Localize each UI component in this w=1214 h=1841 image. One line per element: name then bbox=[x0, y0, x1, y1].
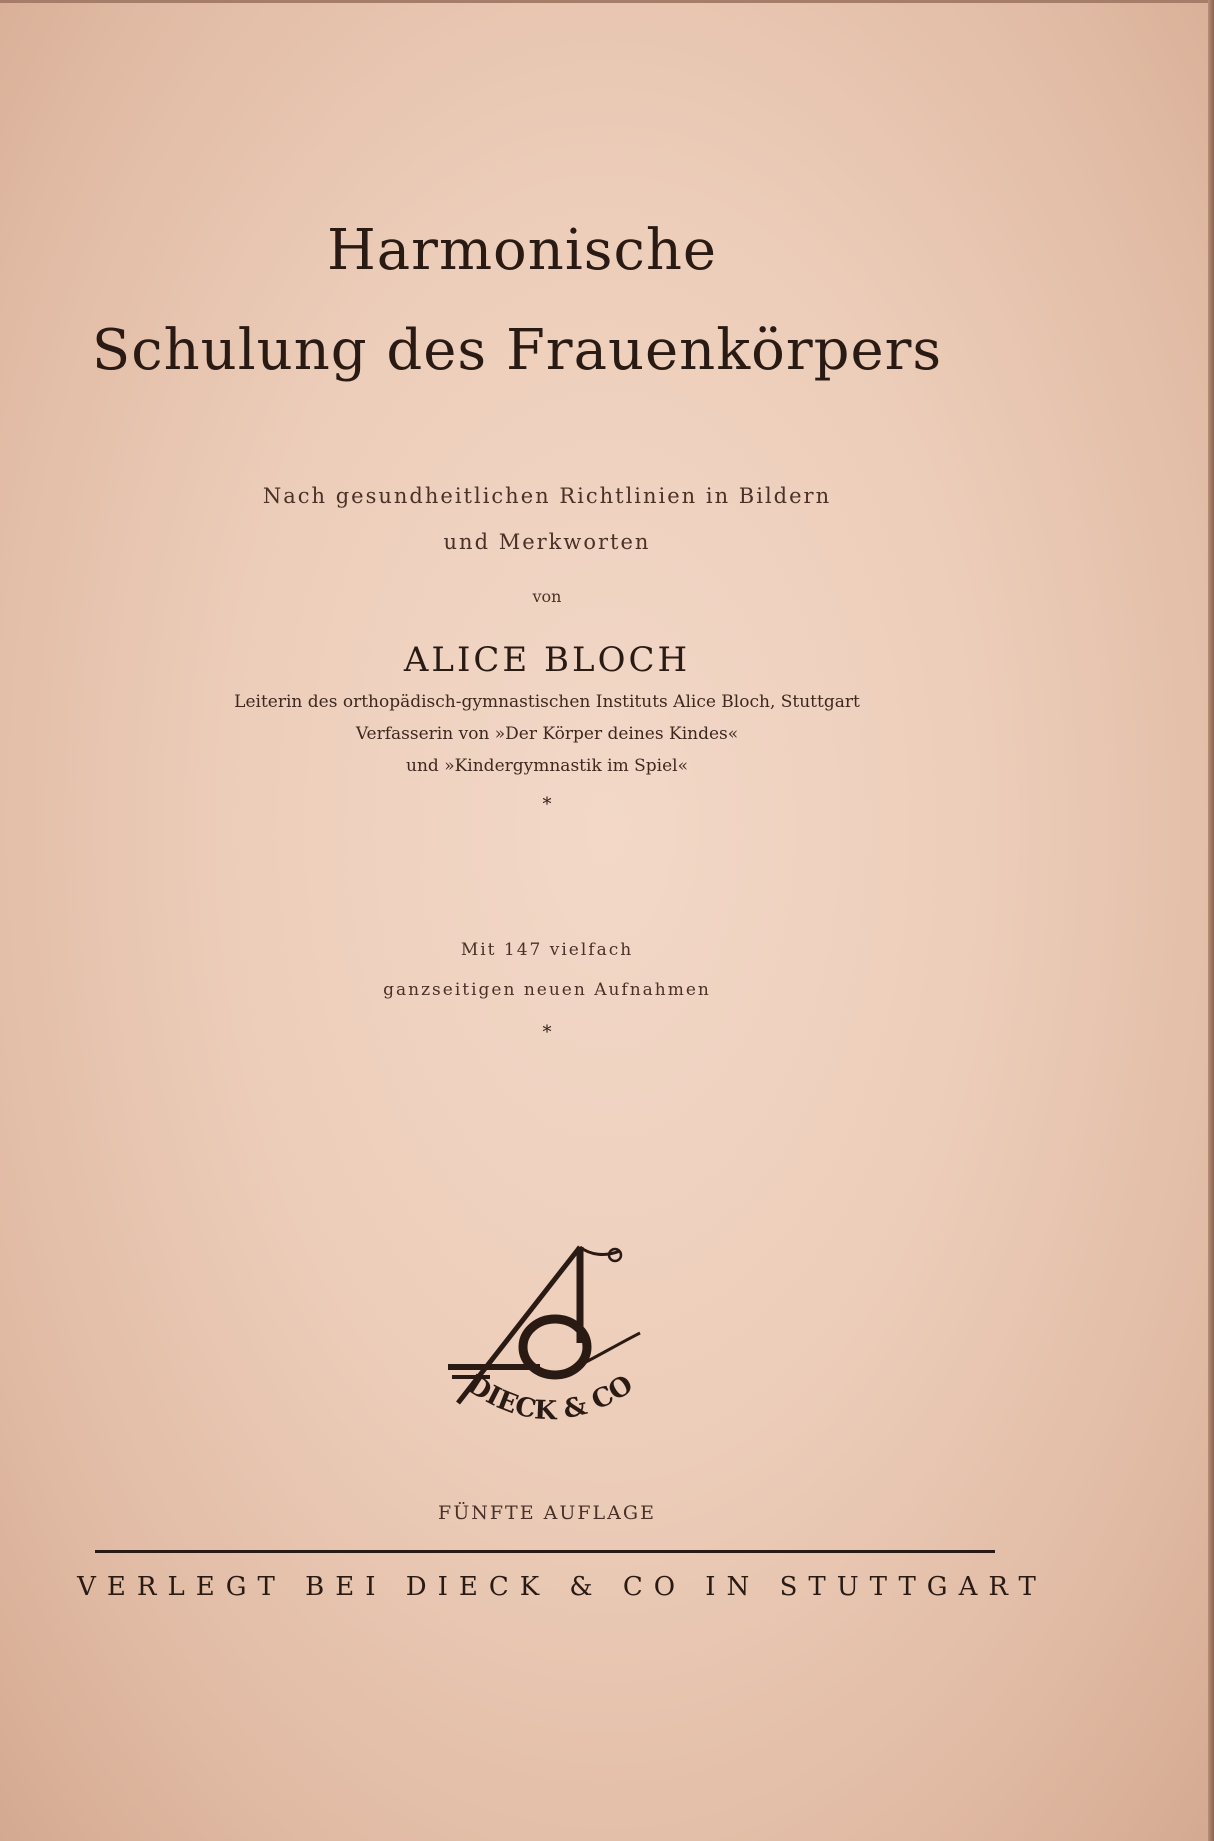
page-top-edge bbox=[0, 0, 1214, 3]
author-affiliation-line: Verfasserin von »Der Körper deines Kindes« bbox=[355, 724, 739, 744]
ornament-star: * bbox=[542, 1022, 552, 1043]
logo-text: DIECK & CO bbox=[461, 1369, 639, 1427]
author-affiliation-line: und »Kindergymnastik im Spiel« bbox=[406, 756, 688, 776]
publisher-imprint: VERLEGT BEI DIECK & CO IN STUTTGART bbox=[77, 1572, 1047, 1602]
author-name: ALICE BLOCH bbox=[403, 640, 691, 680]
publisher-logo bbox=[430, 1225, 670, 1465]
subtitle-line-2: und Merkworten bbox=[443, 530, 651, 554]
title-line-2: Schulung des Frauenkörpers bbox=[91, 318, 943, 383]
edition-label: FÜNFTE AUFLAGE bbox=[438, 1502, 656, 1524]
ornament-star: * bbox=[542, 794, 552, 815]
illustrations-note-line-2: ganzseitigen neuen Aufnahmen bbox=[383, 980, 711, 1000]
by-label: von bbox=[532, 587, 562, 606]
author-affiliation-line: Leiterin des orthopädisch-gymnastischen Instituts Alice Bloch, Stuttgart bbox=[234, 692, 860, 712]
illustrations-note-line-1: Mit 147 vielfach bbox=[460, 940, 634, 960]
divider-rule bbox=[95, 1550, 995, 1553]
subtitle-line-1: Nach gesundheitlichen Richtlinien in Bildern bbox=[262, 484, 832, 508]
page-right-edge bbox=[1208, 0, 1214, 1841]
title-line-1: Harmonische bbox=[326, 218, 718, 283]
